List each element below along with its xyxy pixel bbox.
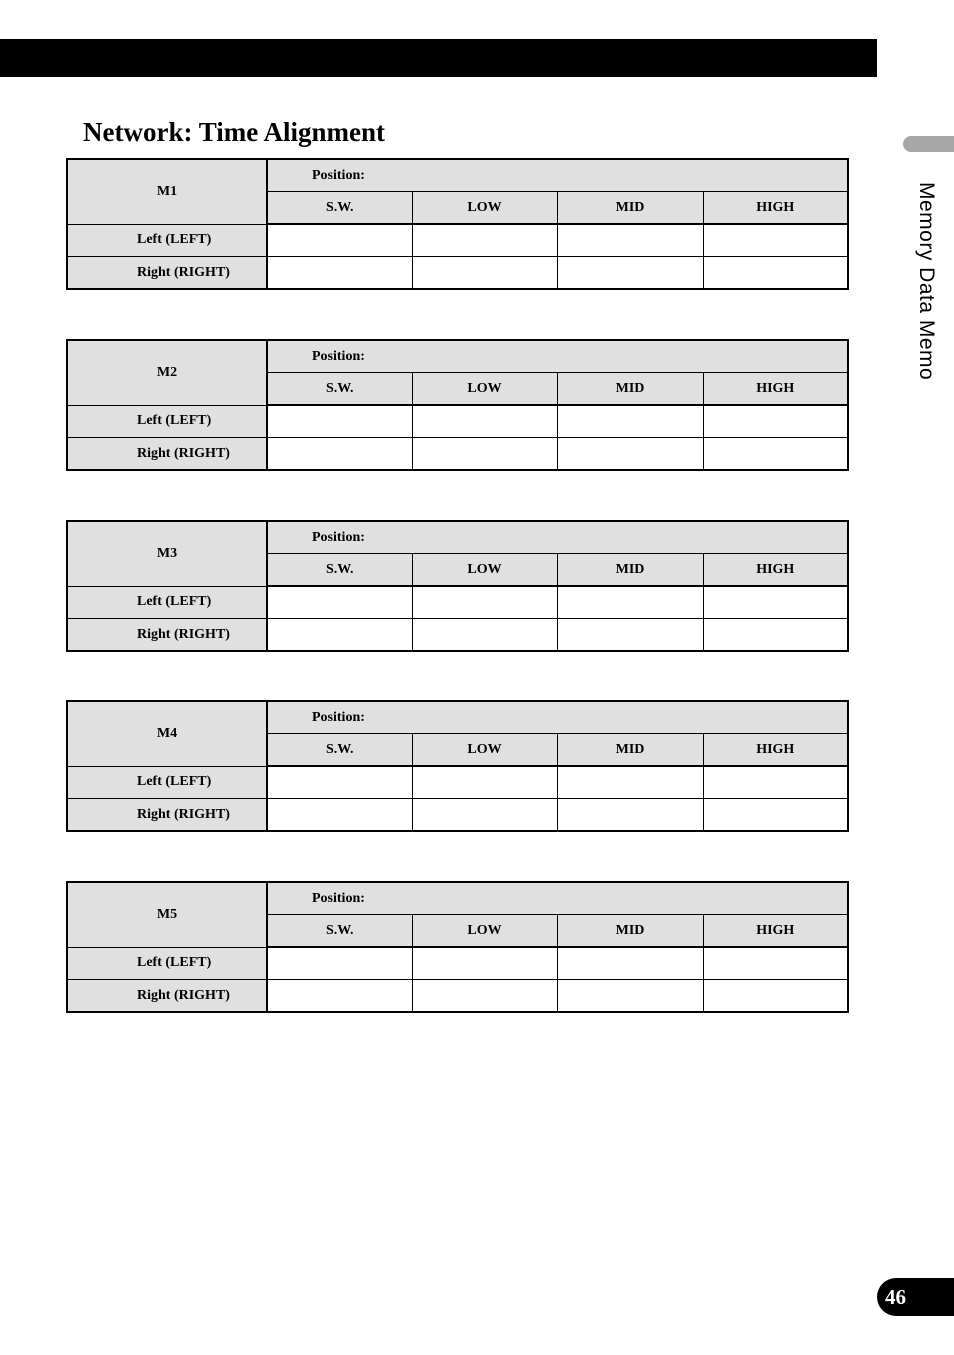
band-header-high: HIGH — [703, 734, 848, 767]
entry-cell — [412, 766, 557, 799]
entry-cell — [557, 766, 703, 799]
side-section-label: Memory Data Memo — [915, 182, 938, 381]
band-header-low: LOW — [412, 373, 557, 406]
table-row — [67, 405, 848, 438]
table-row — [67, 224, 848, 257]
band-header-mid: MID — [557, 192, 703, 225]
band-header-mid: MID — [557, 915, 703, 948]
entry-cell — [703, 980, 848, 1013]
row-label-right: Right (RIGHT) — [67, 980, 267, 1013]
entry-cell — [703, 799, 848, 832]
entry-cell — [557, 980, 703, 1013]
entry-cell — [703, 257, 848, 290]
row-label-left: Left (LEFT) — [67, 947, 267, 980]
entry-cell — [412, 799, 557, 832]
entry-cell — [557, 799, 703, 832]
entry-cell — [267, 586, 412, 619]
entry-cell — [703, 619, 848, 652]
memory-label: M2 — [67, 340, 267, 405]
band-header-high: HIGH — [703, 554, 848, 587]
table-row — [67, 586, 848, 619]
position-label: Position: — [267, 159, 848, 192]
row-label-left: Left (LEFT) — [67, 405, 267, 438]
entry-cell — [557, 257, 703, 290]
entry-cell — [412, 438, 557, 471]
row-label-right: Right (RIGHT) — [67, 619, 267, 652]
page-number-badge: 46 — [877, 1278, 954, 1316]
entry-cell — [703, 586, 848, 619]
memory-table-m4 — [66, 700, 849, 832]
row-label-right: Right (RIGHT) — [67, 438, 267, 471]
entry-cell — [412, 405, 557, 438]
band-header-sw: S.W. — [267, 734, 412, 767]
band-header-high: HIGH — [703, 192, 848, 225]
entry-cell — [412, 947, 557, 980]
memory-label: M3 — [67, 521, 267, 586]
band-header-sw: S.W. — [267, 192, 412, 225]
table-row — [67, 799, 848, 832]
memory-label: M1 — [67, 159, 267, 224]
entry-cell — [267, 224, 412, 257]
memory-table-m5 — [66, 881, 849, 1013]
band-header-low: LOW — [412, 915, 557, 948]
entry-cell — [557, 405, 703, 438]
entry-cell — [412, 619, 557, 652]
position-label: Position: — [267, 882, 848, 915]
band-header-low: LOW — [412, 734, 557, 767]
entry-cell — [267, 799, 412, 832]
table-row — [67, 766, 848, 799]
position-label: Position: — [267, 701, 848, 734]
entry-cell — [557, 619, 703, 652]
band-header-mid: MID — [557, 373, 703, 406]
band-header-low: LOW — [412, 192, 557, 225]
entry-cell — [557, 586, 703, 619]
entry-cell — [557, 438, 703, 471]
memory-table-m1 — [66, 158, 849, 290]
entry-cell — [703, 438, 848, 471]
row-label-left: Left (LEFT) — [67, 766, 267, 799]
position-label: Position: — [267, 521, 848, 554]
band-header-sw: S.W. — [267, 373, 412, 406]
table-row — [67, 980, 848, 1013]
band-header-sw: S.W. — [267, 915, 412, 948]
entry-cell — [703, 947, 848, 980]
entry-cell — [267, 405, 412, 438]
entry-cell — [267, 619, 412, 652]
entry-cell — [703, 766, 848, 799]
entry-cell — [412, 980, 557, 1013]
memory-table-m3 — [66, 520, 849, 652]
entry-cell — [412, 257, 557, 290]
entry-cell — [703, 405, 848, 438]
entry-cell — [557, 224, 703, 257]
position-label: Position: — [267, 340, 848, 373]
band-header-sw: S.W. — [267, 554, 412, 587]
memory-table-m2 — [66, 339, 849, 471]
memory-label: M4 — [67, 701, 267, 766]
entry-cell — [267, 980, 412, 1013]
row-label-right: Right (RIGHT) — [67, 257, 267, 290]
page-title: Network: Time Alignment — [83, 117, 385, 147]
band-header-high: HIGH — [703, 373, 848, 406]
top-header-bar — [0, 39, 877, 77]
entry-cell — [267, 766, 412, 799]
entry-cell — [267, 257, 412, 290]
row-label-left: Left (LEFT) — [67, 586, 267, 619]
entry-cell — [412, 586, 557, 619]
table-row — [67, 257, 848, 290]
band-header-low: LOW — [412, 554, 557, 587]
table-row — [67, 619, 848, 652]
row-label-right: Right (RIGHT) — [67, 799, 267, 832]
entry-cell — [412, 224, 557, 257]
table-row — [67, 438, 848, 471]
memory-label: M5 — [67, 882, 267, 947]
band-header-high: HIGH — [703, 915, 848, 948]
table-row — [67, 947, 848, 980]
row-label-left: Left (LEFT) — [67, 224, 267, 257]
entry-cell — [267, 438, 412, 471]
entry-cell — [703, 224, 848, 257]
side-tab-marker — [903, 136, 954, 152]
entry-cell — [267, 947, 412, 980]
entry-cell — [557, 947, 703, 980]
band-header-mid: MID — [557, 554, 703, 587]
band-header-mid: MID — [557, 734, 703, 767]
